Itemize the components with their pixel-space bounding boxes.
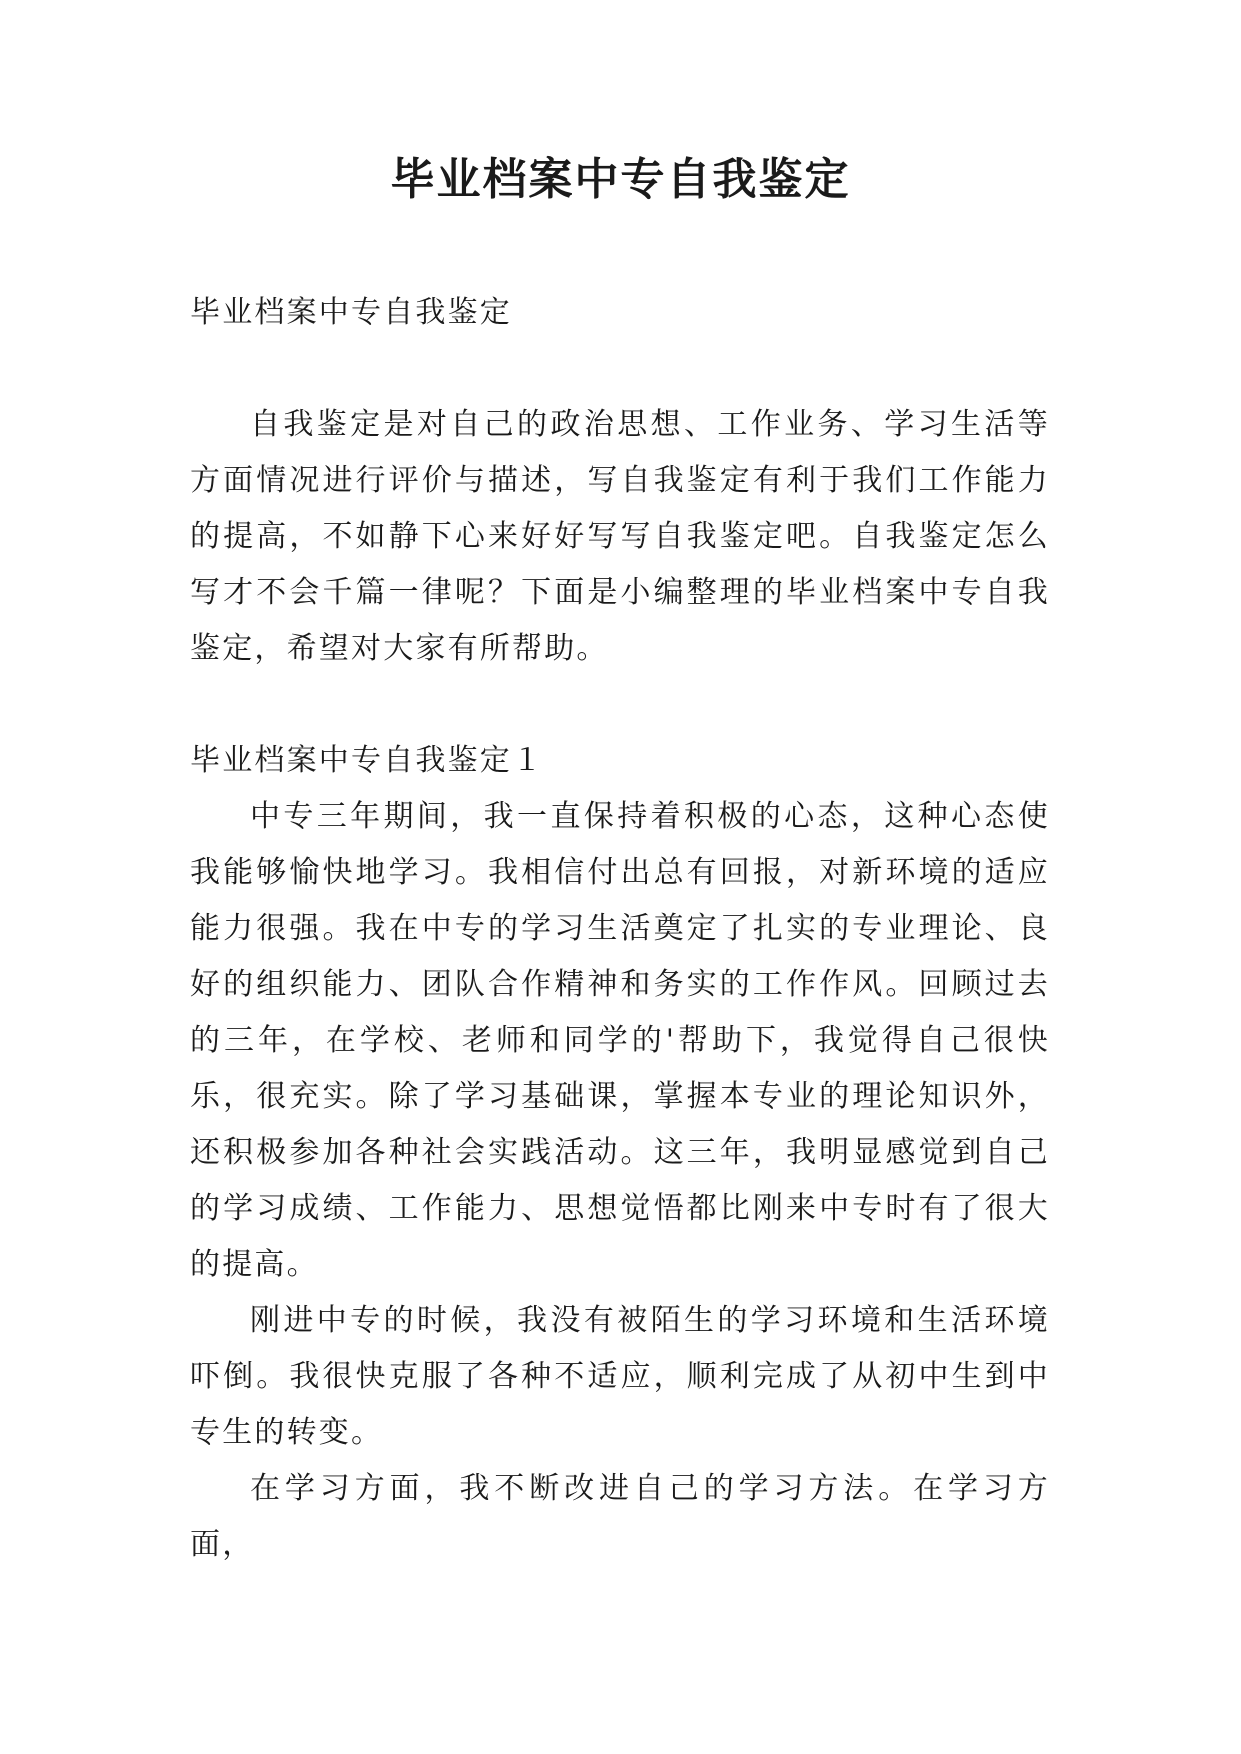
document-title: 毕业档案中专自我鉴定: [390, 154, 851, 205]
body-paragraph: 中专三年期间，我一直保持着积极的心态，这种心态使我能够愉快地学习。我相信付出总有回报，对新环境的适应能力很强。我在中专的学习生活奠定了扎实的专业理论、良好的组织能力、团队合作精神和务实的工作作风。回顾过去的三年，在学校、老师和同学的'帮助下，我觉得自己很快乐，很充实。除了学习基础课，掌握本专业的理论知识外，还积极参加各种社会实践活动。这三年，我明显感觉到自己的学习成绩、工作能力、思想觉悟都比刚来中专时有了很大的提高。: [190, 799, 1050, 1282]
body-paragraph: 在学习方面，我不断改进自己的学习方法。在学习方面，: [190, 1471, 1050, 1562]
body-paragraph: 刚进中专的时候，我没有被陌生的学习环境和生活环境吓倒。我很快克服了各种不适应，顺利完成了从初中生到中专生的转变。: [190, 1303, 1050, 1450]
section-heading: 毕业档案中专自我鉴定１: [190, 743, 545, 778]
document-subtitle: 毕业档案中专自我鉴定: [190, 295, 512, 330]
document-body: [190, 285, 1050, 1573]
intro-paragraph: 自我鉴定是对自己的政治思想、工作业务、学习生活等方面情况进行评价与描述，写自我鉴定有利于我们工作能力的提高，不如静下心来好好写写自我鉴定吧。自我鉴定怎么写才不会千篇一律呢？下面是小编整理的毕业档案中专自我鉴定，希望对大家有所帮助。: [190, 407, 1050, 666]
